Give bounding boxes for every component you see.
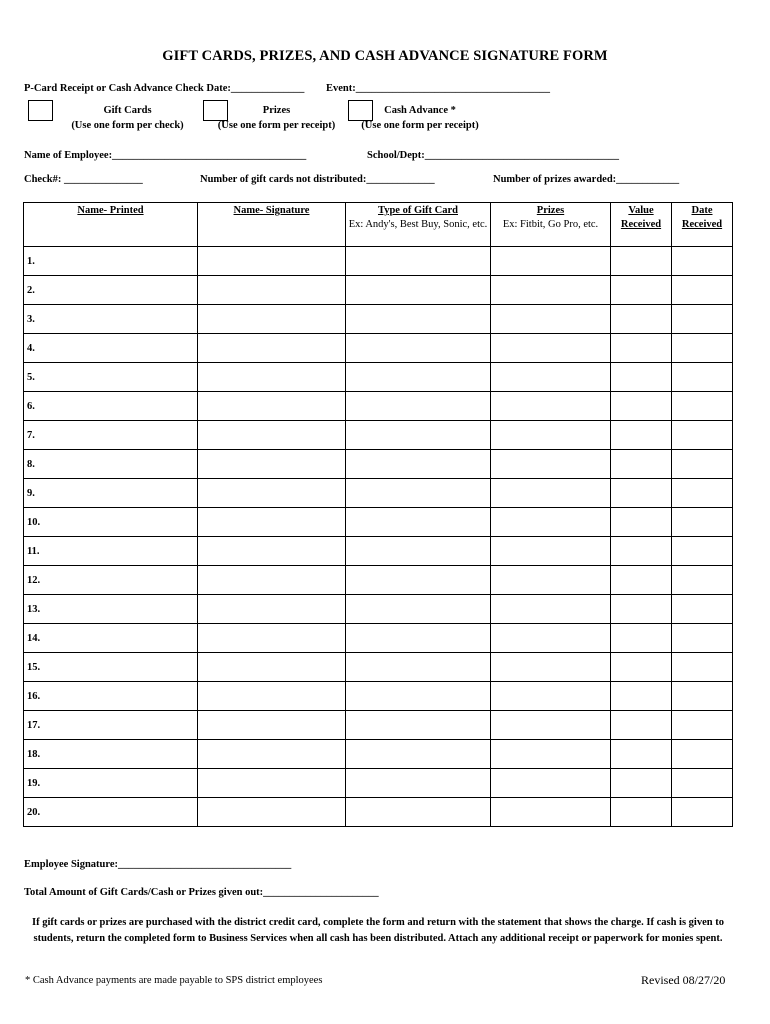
name-signature-cell[interactable] (198, 450, 346, 479)
row-number: 12. (27, 574, 41, 586)
value-received-cell[interactable] (611, 421, 672, 450)
gift-cards-label: Gift Cards (103, 105, 152, 116)
table-row (24, 624, 733, 653)
gift-card-type-cell[interactable] (346, 334, 491, 363)
table-row (24, 682, 733, 711)
row-number: 11. (27, 545, 40, 557)
prizes-cell[interactable] (491, 537, 611, 566)
date-received-cell[interactable] (672, 566, 733, 595)
value-received-cell[interactable] (611, 595, 672, 624)
cash-advance-label: Cash Advance * (384, 105, 456, 116)
name-signature-cell[interactable] (198, 247, 346, 276)
header-value-received: Value Received (611, 203, 672, 247)
gift-card-type-cell[interactable] (346, 479, 491, 508)
value-received-cell[interactable] (611, 305, 672, 334)
date-received-cell[interactable] (672, 682, 733, 711)
event-field[interactable]: Event:_____________________________________ (326, 83, 550, 94)
row-number: 1. (27, 255, 35, 267)
name-signature-cell[interactable] (198, 392, 346, 421)
value-received-cell[interactable] (611, 537, 672, 566)
prizes-cell[interactable] (491, 421, 611, 450)
prizes-cell[interactable] (491, 769, 611, 798)
gift-card-type-cell[interactable] (346, 537, 491, 566)
name-signature-cell[interactable] (198, 653, 346, 682)
prizes-cell[interactable] (491, 305, 611, 334)
name-signature-cell[interactable] (198, 508, 346, 537)
check-number-field[interactable]: Check#: _______________ (24, 174, 143, 185)
date-received-cell[interactable] (672, 798, 733, 827)
date-received-cell[interactable] (672, 479, 733, 508)
name-printed-cell[interactable] (24, 798, 198, 827)
total-amount-field[interactable]: Total Amount of Gift Cards/Cash or Prizes given out:______________________ (24, 887, 379, 898)
value-received-cell[interactable] (611, 363, 672, 392)
date-received-cell[interactable] (672, 421, 733, 450)
prizes-cell[interactable] (491, 450, 611, 479)
row-number: 6. (27, 400, 35, 412)
value-received-cell[interactable] (611, 769, 672, 798)
name-signature-cell[interactable] (198, 305, 346, 334)
name-signature-cell[interactable] (198, 798, 346, 827)
gift-card-type-cell[interactable] (346, 276, 491, 305)
gift-card-type-cell[interactable] (346, 711, 491, 740)
date-received-cell[interactable] (672, 653, 733, 682)
prizes-cell[interactable] (491, 508, 611, 537)
name-signature-cell[interactable] (198, 537, 346, 566)
prizes-cell[interactable] (491, 392, 611, 421)
name-printed-cell[interactable] (24, 595, 198, 624)
gift-card-type-cell[interactable] (346, 653, 491, 682)
gift-card-type-cell[interactable] (346, 421, 491, 450)
prizes-cell[interactable] (491, 595, 611, 624)
table-row (24, 450, 733, 479)
prizes-cell[interactable] (491, 363, 611, 392)
name-printed-cell[interactable] (24, 363, 198, 392)
gift-card-type-cell[interactable] (346, 247, 491, 276)
prizes-cell[interactable] (491, 711, 611, 740)
name-printed-cell[interactable] (24, 653, 198, 682)
gift-card-type-cell[interactable] (346, 595, 491, 624)
value-received-cell[interactable] (611, 508, 672, 537)
table-row (24, 334, 733, 363)
table-row (24, 508, 733, 537)
row-number: 10. (27, 516, 41, 528)
date-received-cell[interactable] (672, 334, 733, 363)
gift-card-type-cell[interactable] (346, 682, 491, 711)
revised-date: Revised 08/27/20 (641, 973, 726, 987)
table-row (24, 711, 733, 740)
gift-cards-checkbox[interactable] (28, 100, 53, 121)
gift-card-type-cell[interactable] (346, 566, 491, 595)
name-printed-cell[interactable] (24, 450, 198, 479)
name-printed-cell[interactable] (24, 421, 198, 450)
gift-card-type-cell[interactable] (346, 508, 491, 537)
prizes-cell[interactable] (491, 798, 611, 827)
value-received-cell[interactable] (611, 392, 672, 421)
gift-card-type-cell[interactable] (346, 769, 491, 798)
row-number: 4. (27, 342, 35, 354)
name-signature-cell[interactable] (198, 421, 346, 450)
value-received-cell[interactable] (611, 450, 672, 479)
prizes-cell[interactable] (491, 247, 611, 276)
row-number: 8. (27, 458, 35, 470)
name-signature-cell[interactable] (198, 479, 346, 508)
cash-advance-note: (Use one form per receipt) (361, 120, 479, 131)
prizes-label: Prizes (262, 105, 291, 116)
value-received-cell[interactable] (611, 653, 672, 682)
prizes-awarded-field[interactable]: Number of prizes awarded:____________ (493, 174, 680, 185)
name-signature-cell[interactable] (198, 566, 346, 595)
name-signature-cell[interactable] (198, 624, 346, 653)
gift-card-type-cell[interactable] (346, 392, 491, 421)
date-received-cell[interactable] (672, 363, 733, 392)
table-row (24, 392, 733, 421)
check-date-field[interactable]: P-Card Receipt or Cash Advance Check Date:______________ (24, 83, 305, 94)
value-received-cell[interactable] (611, 711, 672, 740)
name-signature-cell[interactable] (198, 711, 346, 740)
table-row (24, 769, 733, 798)
signature-table (23, 202, 733, 827)
header-prizes: Prizes Ex: Fitbit, Go Pro, etc. (491, 203, 611, 247)
gift-card-type-cell[interactable] (346, 305, 491, 334)
gift-cards-not-distributed-field[interactable]: Number of gift cards not distributed:_____________ (200, 174, 435, 185)
table-row (24, 653, 733, 682)
name-printed-cell[interactable] (24, 479, 198, 508)
table-row (24, 798, 733, 827)
row-number: 5. (27, 371, 35, 383)
prizes-cell[interactable] (491, 566, 611, 595)
row-number: 2. (27, 284, 35, 296)
date-received-cell[interactable] (672, 247, 733, 276)
table-header-row (24, 203, 733, 247)
date-received-cell[interactable] (672, 595, 733, 624)
table-row (24, 247, 733, 276)
name-printed-cell[interactable] (24, 392, 198, 421)
value-received-cell[interactable] (611, 247, 672, 276)
row-number: 18. (27, 748, 41, 760)
value-received-cell[interactable] (611, 682, 672, 711)
row-number: 14. (27, 632, 41, 644)
header-name-printed: Name- Printed (24, 203, 198, 247)
date-received-cell[interactable] (672, 711, 733, 740)
prizes-cell[interactable] (491, 682, 611, 711)
name-printed-cell[interactable] (24, 276, 198, 305)
table-row (24, 566, 733, 595)
cash-advance-footnote: * Cash Advance payments are made payable to SPS district employees (25, 975, 323, 986)
name-signature-cell[interactable] (198, 276, 346, 305)
row-number: 13. (27, 603, 41, 615)
name-signature-cell[interactable] (198, 595, 346, 624)
gift-cards-note: (Use one form per check) (71, 120, 184, 131)
instructions-text: If gift cards or prizes are purchased with the district credit card, complete the form and return with the statement that shows the charge. If cash is given to students, return the completed form to Business Services when all cash has been distributed. Attach any additional receipt or paperwork for monies spent. (32, 917, 724, 944)
row-number: 15. (27, 661, 41, 673)
form-title: GIFT CARDS, PRIZES, AND CASH ADVANCE SIGNATURE FORM (162, 48, 608, 64)
date-received-cell[interactable] (672, 392, 733, 421)
gift-card-type-cell[interactable] (346, 740, 491, 769)
row-number: 7. (27, 429, 35, 441)
date-received-cell[interactable] (672, 450, 733, 479)
employee-name-field[interactable]: Name of Employee:_____________________________________ (24, 150, 307, 161)
prizes-cell[interactable] (491, 740, 611, 769)
row-number: 19. (27, 777, 41, 789)
row-number: 9. (27, 487, 35, 499)
row-number: 20. (27, 806, 41, 818)
table-row (24, 363, 733, 392)
name-printed-cell[interactable] (24, 566, 198, 595)
value-received-cell[interactable] (611, 276, 672, 305)
value-received-cell[interactable] (611, 624, 672, 653)
name-printed-cell[interactable] (24, 682, 198, 711)
prizes-cell[interactable] (491, 624, 611, 653)
prizes-note: (Use one form per receipt) (217, 120, 336, 131)
prizes-option (209, 103, 344, 133)
table-row (24, 276, 733, 305)
prizes-cell[interactable] (491, 334, 611, 363)
date-received-cell[interactable] (672, 537, 733, 566)
name-signature-cell[interactable] (198, 682, 346, 711)
date-received-cell[interactable] (672, 305, 733, 334)
table-row (24, 537, 733, 566)
header-name-signature: Name- Signature (198, 203, 346, 247)
date-received-cell[interactable] (672, 740, 733, 769)
value-received-cell[interactable] (611, 798, 672, 827)
date-received-cell[interactable] (672, 508, 733, 537)
prizes-cell[interactable] (491, 276, 611, 305)
name-printed-cell[interactable] (24, 305, 198, 334)
name-printed-cell[interactable] (24, 508, 198, 537)
name-printed-cell[interactable] (24, 769, 198, 798)
cash-advance-option (355, 103, 485, 133)
date-received-cell[interactable] (672, 276, 733, 305)
prizes-cell[interactable] (491, 479, 611, 508)
gift-card-type-cell[interactable] (346, 450, 491, 479)
header-date-received: Date Received (672, 203, 733, 247)
gift-cards-option (65, 103, 190, 133)
value-received-cell[interactable] (611, 334, 672, 363)
school-dept-field[interactable]: School/Dept:_____________________________________ (367, 150, 619, 161)
employee-signature-field[interactable]: Employee Signature:_________________________________ (24, 859, 292, 870)
row-number: 17. (27, 719, 41, 731)
header-gift-card-type: Type of Gift Card Ex: Andy's, Best Buy, Sonic, etc. (346, 203, 491, 247)
value-received-cell[interactable] (611, 566, 672, 595)
prizes-cell[interactable] (491, 653, 611, 682)
table-row (24, 595, 733, 624)
name-printed-cell[interactable] (24, 537, 198, 566)
row-number: 3. (27, 313, 35, 325)
name-signature-cell[interactable] (198, 334, 346, 363)
value-received-cell[interactable] (611, 740, 672, 769)
gift-card-type-cell[interactable] (346, 624, 491, 653)
name-printed-cell[interactable] (24, 711, 198, 740)
date-received-cell[interactable] (672, 769, 733, 798)
name-signature-cell[interactable] (198, 740, 346, 769)
table-row (24, 421, 733, 450)
row-number: 16. (27, 690, 41, 702)
table-row (24, 479, 733, 508)
name-printed-cell[interactable] (24, 247, 198, 276)
table-row (24, 305, 733, 334)
value-received-cell[interactable] (611, 479, 672, 508)
name-signature-cell[interactable] (198, 363, 346, 392)
gift-card-type-cell[interactable] (346, 798, 491, 827)
name-signature-cell[interactable] (198, 769, 346, 798)
date-received-cell[interactable] (672, 624, 733, 653)
name-printed-cell[interactable] (24, 740, 198, 769)
name-printed-cell[interactable] (24, 334, 198, 363)
name-printed-cell[interactable] (24, 624, 198, 653)
table-row (24, 740, 733, 769)
gift-card-type-cell[interactable] (346, 363, 491, 392)
